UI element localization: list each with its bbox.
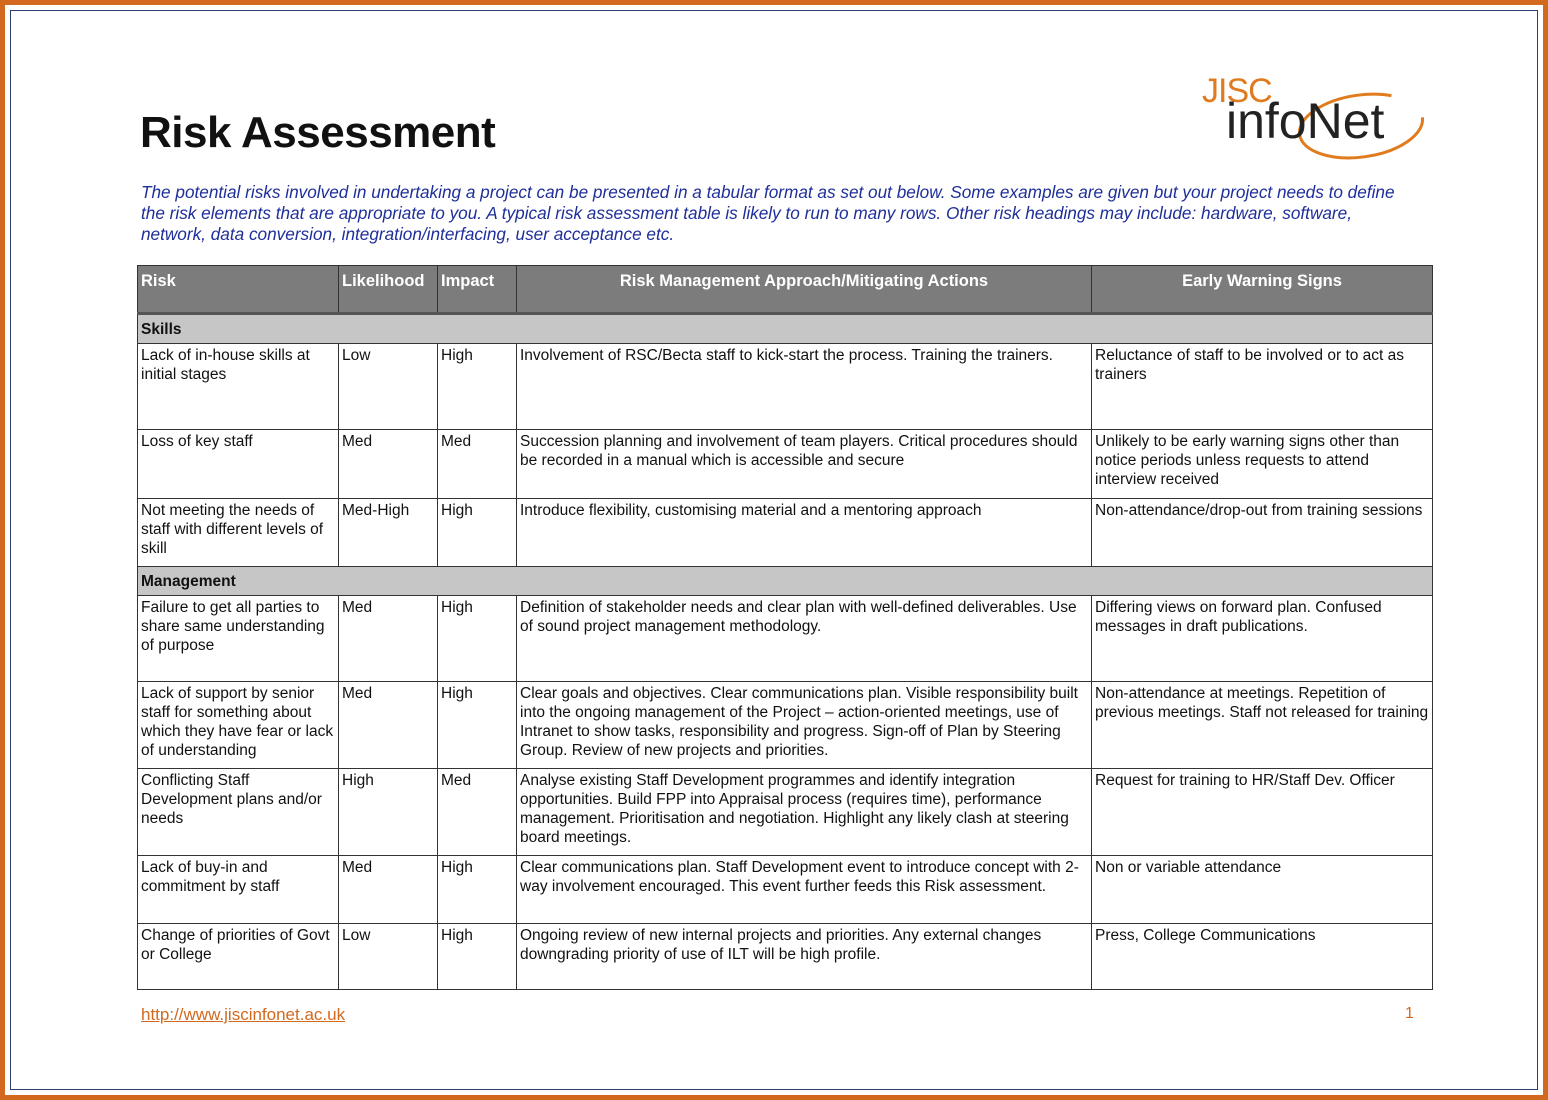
cell-risk: Conflicting Staff Development plans and/or needs [138,769,339,856]
intro-paragraph: The potential risks involved in undertaking a project can be presented in a tabular format as set out below. Some examples are given but your project needs to define the risk elements that are appropriate to you. A typical risk assessment table is likely to run to many rows. Other risk headings may include: hardware, software, network, data conversion, integration/interfacing, user acceptance etc. [141,182,1395,244]
cell-risk: Failure to get all parties to share same understanding of purpose [138,596,339,682]
header-warning: Early Warning Signs [1092,266,1433,314]
cell-impact: High [438,682,517,769]
cell-impact: High [438,596,517,682]
table-row [138,430,1433,499]
table-row [138,682,1433,769]
cell-approach: Analyse existing Staff Development programmes and identify integration opportunities. Build FPP into Appraisal process (requires time), performance management. Prioritisation and negotiation. Highlight any likely clash at steering board meetings. [517,769,1092,856]
logo-jisc-text: JISC [1202,72,1272,110]
jisc-infonet-logo [1196,70,1436,170]
section-label: Management [138,567,1433,596]
cell-risk: Lack of in-house skills at initial stages [138,344,339,430]
header-likelihood: Likelihood [339,266,438,314]
cell-approach: Definition of stakeholder needs and clear plan with well-defined deliverables. Use of sound project management methodology. [517,596,1092,682]
cell-warning: Non-attendance/drop-out from training sessions [1092,499,1433,567]
cell-impact: Med [438,430,517,499]
cell-warning: Unlikely to be early warning signs other than notice periods unless requests to attend interview received [1092,430,1433,499]
cell-risk: Lack of buy-in and commitment by staff [138,856,339,924]
cell-approach: Ongoing review of new internal projects and priorities. Any external changes downgrading priority of use of ILT will be high profile. [517,924,1092,990]
cell-likelihood: High [339,769,438,856]
page-number: 1 [1405,1005,1414,1022]
footer-website-link[interactable]: http://www.jiscinfonet.ac.uk [141,1005,346,1024]
cell-risk: Change of priorities of Govt or College [138,924,339,990]
cell-approach: Introduce flexibility, customising material and a mentoring approach [517,499,1092,567]
cell-warning: Request for training to HR/Staff Dev. Officer [1092,769,1433,856]
cell-impact: High [438,924,517,990]
table-row [138,596,1433,682]
cell-likelihood: Med [339,682,438,769]
header-impact: Impact [438,266,517,314]
section-label: Skills [138,314,1433,344]
section-row-skills [138,314,1433,344]
cell-likelihood: Med [339,856,438,924]
table-row [138,856,1433,924]
cell-risk: Loss of key staff [138,430,339,499]
cell-approach: Involvement of RSC/Becta staff to kick-start the process. Training the trainers. [517,344,1092,430]
cell-likelihood: Low [339,924,438,990]
cell-warning: Differing views on forward plan. Confused messages in draft publications. [1092,596,1433,682]
cell-likelihood: Low [339,344,438,430]
header-risk: Risk [138,266,339,314]
cell-likelihood: Med-High [339,499,438,567]
cell-impact: Med [438,769,517,856]
page-title: Risk Assessment [140,108,496,157]
table-row [138,499,1433,567]
cell-risk: Lack of support by senior staff for something about which they have fear or lack of understanding [138,682,339,769]
header-approach: Risk Management Approach/Mitigating Actions [517,266,1092,314]
table-row [138,769,1433,856]
cell-approach: Succession planning and involvement of team players. Critical procedures should be recorded in a manual which is accessible and secure [517,430,1092,499]
cell-likelihood: Med [339,430,438,499]
cell-approach: Clear goals and objectives. Clear communications plan. Visible responsibility built into the ongoing management of the Project – action-oriented meetings, use of Intranet to show tasks, responsibility and progress. Sign-off of Plan by Steering Group. Review of new projects and priorities. [517,682,1092,769]
cell-impact: High [438,499,517,567]
cell-warning: Press, College Communications [1092,924,1433,990]
cell-risk: Not meeting the needs of staff with different levels of skill [138,499,339,567]
table-row [138,924,1433,990]
table-row [138,344,1433,430]
cell-impact: High [438,344,517,430]
cell-warning: Reluctance of staff to be involved or to act as trainers [1092,344,1433,430]
cell-warning: Non-attendance at meetings. Repetition of previous meetings. Staff not released for training [1092,682,1433,769]
risk-table [137,265,1433,990]
cell-warning: Non or variable attendance [1092,856,1433,924]
table-header-row [138,266,1433,314]
cell-likelihood: Med [339,596,438,682]
cell-approach: Clear communications plan. Staff Development event to introduce concept with 2-way involvement encouraged. This event further feeds this Risk assessment. [517,856,1092,924]
logo-infonet-text: infoNet [1226,93,1385,149]
cell-impact: High [438,856,517,924]
section-row-management [138,567,1433,596]
